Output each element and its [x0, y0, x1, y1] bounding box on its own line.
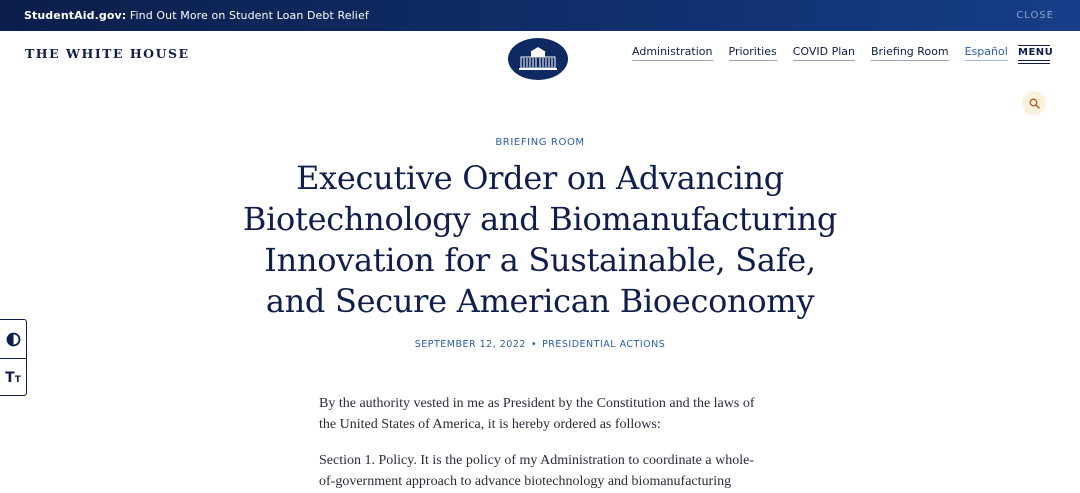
text-size-icon: TT	[5, 370, 21, 386]
nav-priorities[interactable]: Priorities	[729, 45, 777, 61]
accessibility-toolbar	[0, 319, 27, 396]
body-paragraph-2: Section 1. Policy. It is the policy of my Administration to coordinate a whole-of-government approach to advance biotechnology and biomanufacturing	[319, 453, 754, 489]
alert-banner	[0, 0, 1080, 31]
primary-nav	[632, 45, 1024, 61]
article-date: SEPTEMBER 12, 2022	[414, 339, 526, 350]
menu-button[interactable]	[1018, 45, 1054, 65]
article-category-link[interactable]: PRESIDENTIAL ACTIONS	[542, 339, 666, 350]
contrast-toggle-button[interactable]	[0, 320, 26, 358]
nav-espanol[interactable]: Español	[965, 45, 1008, 61]
section-eyebrow[interactable]: BRIEFING ROOM	[495, 137, 585, 148]
banner-link-text: Find Out More on Student Loan Debt Relief	[126, 9, 369, 22]
banner-link-bold: StudentAid.gov:	[24, 9, 127, 22]
text-size-button[interactable]	[0, 359, 26, 397]
meta-separator: •	[530, 339, 538, 350]
article-meta	[0, 339, 1080, 350]
menu-bar-bottom	[1018, 60, 1050, 61]
white-house-seal-icon[interactable]	[508, 38, 568, 80]
search-button[interactable]	[1022, 91, 1046, 115]
menu-bar-bottom-2	[1018, 63, 1050, 64]
body-paragraph-1: By the authority vested in me as President by the Constitution and the laws of the United States of America, it is hereby ordered as follows:	[319, 396, 755, 432]
nav-administration[interactable]: Administration	[632, 45, 713, 61]
page-title: Executive Order on Advancing Biotechnology and Biomanufacturing Innovation for a Sustainable, Safe, and Secure American Bioeconomy	[242, 159, 838, 320]
white-house-building-icon	[515, 45, 561, 73]
search-icon	[1029, 98, 1040, 109]
menu-bar-top	[1018, 45, 1050, 46]
studentaid-banner-link[interactable]	[24, 9, 369, 22]
nav-covid-plan[interactable]: COVID Plan	[793, 45, 855, 61]
menu-label: MENU	[1018, 46, 1054, 58]
banner-close-button[interactable]: CLOSE	[1016, 10, 1054, 21]
nav-briefing-room[interactable]: Briefing Room	[871, 45, 949, 61]
site-logo-text[interactable]: THE WHITE HOUSE	[25, 46, 190, 61]
contrast-icon	[6, 332, 21, 347]
